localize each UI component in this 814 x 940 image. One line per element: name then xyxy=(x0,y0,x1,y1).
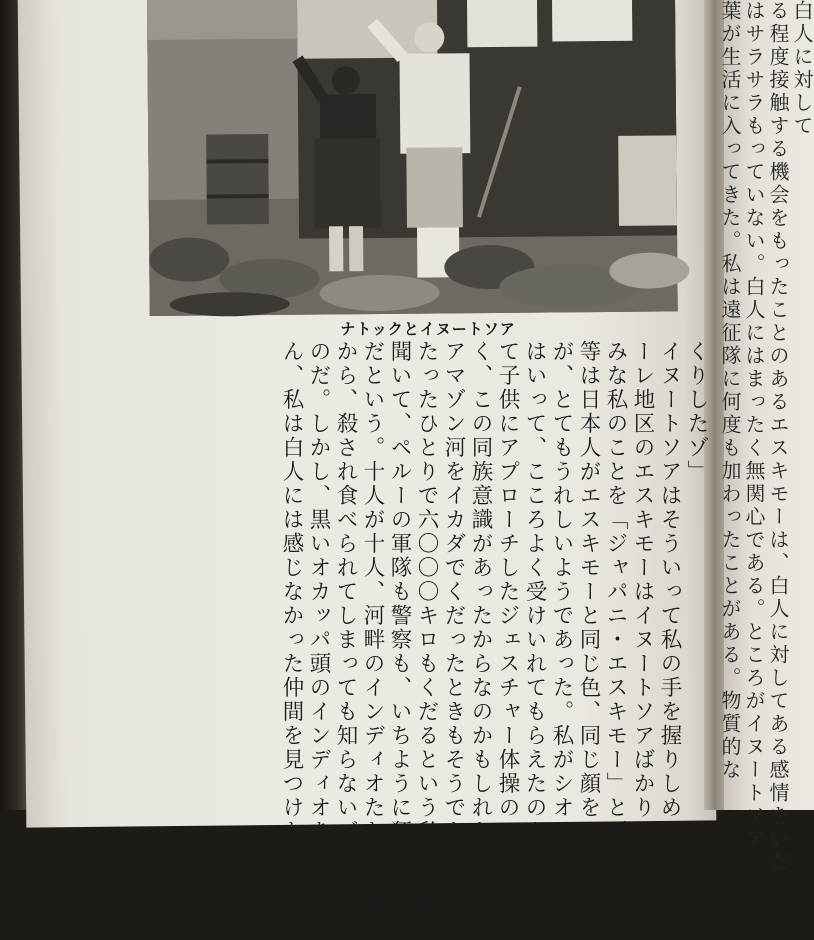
photo-caption: ナトックとイヌートソア xyxy=(340,320,516,338)
text-line: が、とてもうれしいようであった。私がシオラパルクに xyxy=(549,340,574,940)
text-line: だという。十人が十人、河畔のインディオたちは狂暴だ xyxy=(360,340,385,940)
text-line: イヌートソアはそういって私の手を握りしめた。チュ xyxy=(657,340,682,916)
text-line: 聞いて、ペルーの軍隊も警察も、いちように狂気の沙汰 xyxy=(387,340,412,940)
text-line: アマゾン河をイカダでくだったときもそうであった。 xyxy=(441,340,466,916)
main-text-body xyxy=(150,340,710,940)
text-line: る程度接触する機会をもったことのあるエスキモーは、白人に対してある感情をいだ xyxy=(766,0,790,874)
text-line: て子供にアプローチしたジェスチャー体操のせいではな xyxy=(495,340,520,940)
text-line: はいって、こころよく受けいれてもらえたのも、苦心し xyxy=(522,340,547,940)
right-page-text xyxy=(718,0,814,874)
text-line: から、殺され食べられてしまっても知らないゾとおどす xyxy=(333,340,358,940)
text-line: たったひとりで六〇〇〇キロもくだるという私の計画を xyxy=(414,340,439,940)
text-line: 等は日本人がエスキモーと同じ色、同じ顔をしているの xyxy=(576,340,601,940)
text-line: ん、私は白人には感じなかった仲間を見つけたように思 xyxy=(279,340,304,940)
text-line: はサラサラもっていない。白人にはまったく無関心である。ところがイヌートソア xyxy=(742,0,766,851)
text-line: くりしたゾ」 xyxy=(684,340,709,484)
photograph xyxy=(147,0,678,316)
text-line: 葉が生活に入ってきた。私は遠征隊に何度も加わったことがある。物質的な xyxy=(718,0,742,782)
text-line: のだ。しかし、黒いオカッパ頭のインディオを見たと xyxy=(306,340,331,916)
photo-illustration xyxy=(147,0,678,316)
text-line: 白人に対して xyxy=(790,0,814,138)
text-line: みな私のことを「ジャパニ・エスキモー」と呼んだ。彼 xyxy=(603,340,628,940)
text-line: く、この同族意識があったからなのかもしれない。 xyxy=(468,340,493,892)
text-line: ーレ地区のエスキモーはイヌートソアばかりではなく、 xyxy=(630,340,655,940)
